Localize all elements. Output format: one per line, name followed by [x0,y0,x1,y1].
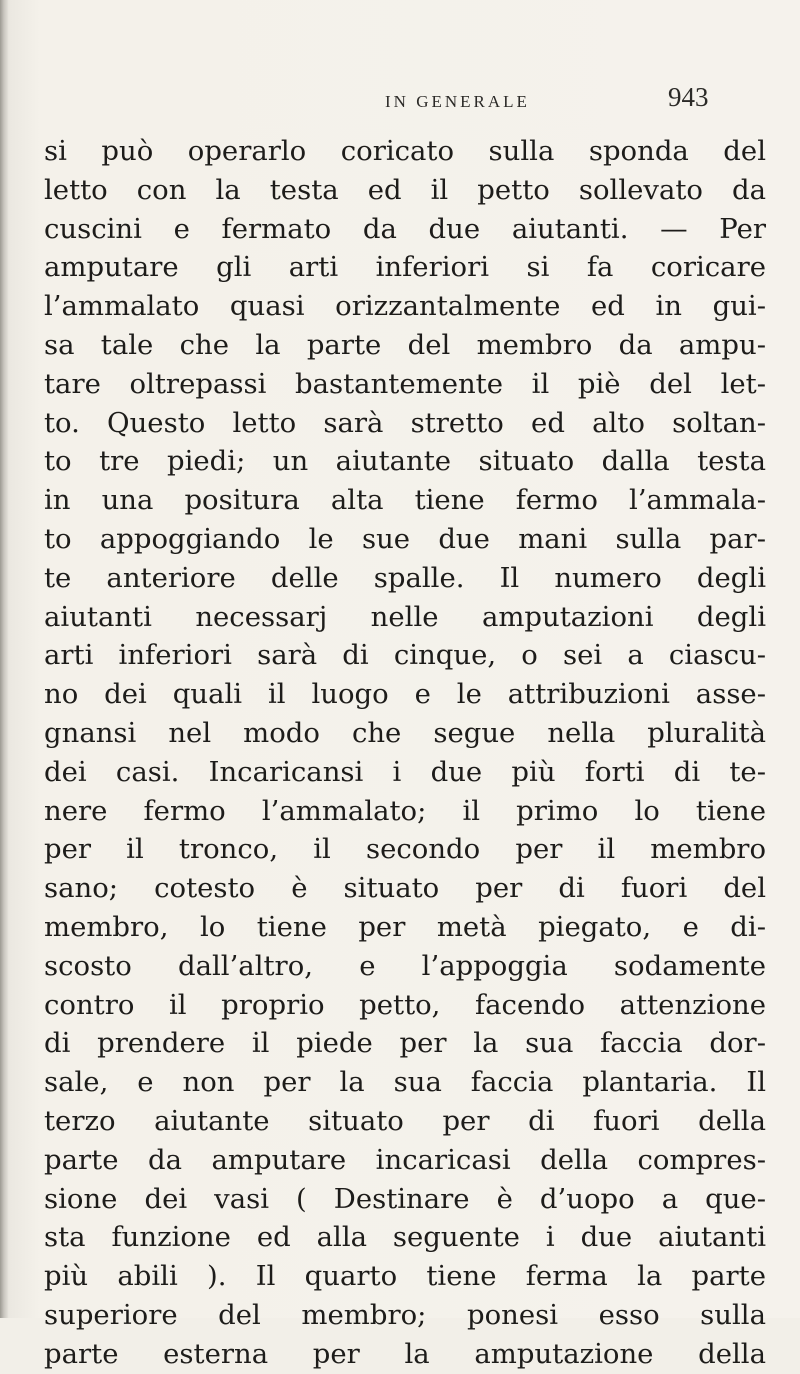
text-line: sa tale che la parte del membro da ampu- [44,328,766,361]
text-line: sione dei vasi ( Destinare è d’uopo a que- [44,1182,766,1215]
text-line: gnansi nel modo che segue nella pluralità [44,716,766,749]
text-line: per il tronco, il secondo per il membro [44,833,766,866]
text-line: sano; cotesto è situato per di fuori del [44,872,766,905]
text-line: si può operarlo coricato sulla sponda del [44,135,766,167]
text-line: to appoggiando le sue due mani sulla par- [44,522,766,555]
text-line: l’ammalato quasi orizzantalmente ed in gui- [44,290,766,323]
text-line: scosto dall’altro, e l’appoggia sodamente [44,949,766,982]
text-line: to tre piedi; un aiutante situato dalla testa [44,445,766,478]
text-line: parte esterna per la amputazione della [44,1337,766,1370]
running-head: IN GENERALE [385,92,530,111]
text-line: di prendere il piede per la sua faccia dor- [44,1027,766,1060]
text-line: più abili ). Il quarto tiene ferma la parte [44,1260,766,1293]
page-gutter [0,0,8,1318]
text-line: contro il proprio petto, facendo attenzione [44,988,766,1021]
text-line: dei casi. Incaricansi i due più forti di te- [44,755,766,788]
text-line: superiore del membro; ponesi esso sulla [44,1298,766,1331]
text-line: sale, e non per la sua faccia plantaria. Il [44,1066,766,1099]
body-text [44,132,766,1374]
page-header [0,82,800,116]
text-line: arti inferiori sarà di cinque, o sei a ciascu- [44,639,766,672]
text-line: to. Questo letto sarà stretto ed alto soltan- [44,406,766,439]
text-line: aiutanti necessarj nelle amputazioni degli [44,600,766,633]
text-line: membro, lo tiene per metà piegato, e di- [44,910,766,943]
text-line: nere fermo l’ammalato; il primo lo tiene [44,794,766,827]
page-number: 943 [668,82,709,112]
text-line: letto con la testa ed il petto sollevato da [44,173,766,206]
text-line: in una positura alta tiene fermo l’ammala- [44,484,766,517]
text-line: sta funzione ed alla seguente i due aiutanti [44,1221,766,1254]
text-line: cuscini e fermato da due aiutanti. — Per [44,212,766,245]
text-line: no dei quali il luogo e le attribuzioni asse- [44,678,766,711]
text-line: te anteriore delle spalle. Il numero degli [44,561,766,594]
text-line: parte da amputare incaricasi della compres- [44,1143,766,1176]
text-line: amputare gli arti inferiori si fa coricare [44,251,766,284]
text-line: terzo aiutante situato per di fuori della [44,1104,766,1137]
text-line: tare oltrepassi bastantemente il piè del let- [44,367,766,400]
